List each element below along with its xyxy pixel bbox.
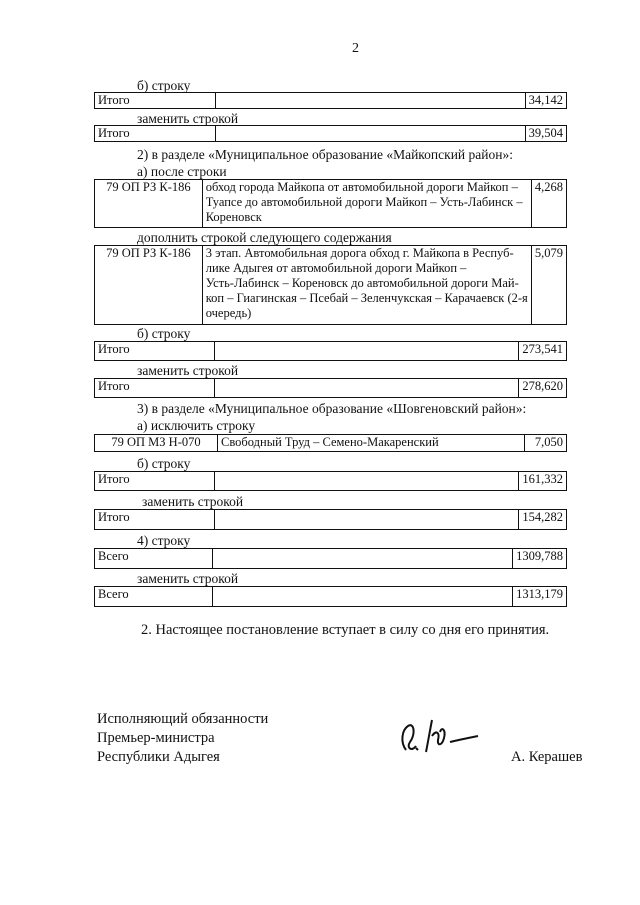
row-label: Итого (95, 126, 216, 142)
total-row-table (94, 471, 567, 491)
row-label: Итого (95, 472, 215, 491)
road-value: 4,268 (531, 180, 566, 228)
desc-line: Усть-Лабинск – Кореновск до автомобильной дороги Май- (205, 276, 519, 290)
row-label: Итого (95, 342, 215, 361)
desc-line: лике Адыгея от автомобильной дороги Майкоп – (205, 261, 467, 275)
row-label: Итого (95, 93, 216, 109)
road-code: 79 ОП РЗ К-186 (95, 180, 203, 228)
row-value: 273,541 (519, 342, 567, 361)
position-line: Премьер-министра (97, 730, 215, 746)
row-value: 278,620 (519, 379, 567, 398)
road-row-table (94, 179, 567, 228)
label-b-line: б) строку (137, 326, 191, 341)
road-value: 5,079 (531, 246, 566, 325)
label-replace: заменить строкой (137, 571, 239, 586)
label-replace: заменить строкой (137, 111, 239, 126)
row-empty-cell (214, 510, 519, 530)
total-row-table (94, 92, 567, 109)
desc-line: 3 этап. Автомобильная дорога обход г. Майкопа в Респуб- (205, 246, 514, 260)
row-label: Итого (95, 510, 215, 530)
desc-line: Туапсе до автомобильной дороги Майкоп – Усть-Лабинск – (205, 195, 523, 209)
total-row-table (94, 341, 567, 361)
row-value: 1313,179 (513, 587, 567, 607)
row-empty-cell (213, 549, 513, 569)
position-line: Республики Адыгея (97, 749, 220, 765)
row-empty-cell (213, 587, 513, 607)
desc-line: коп – Гиагинская – Псебай – Зеленчукская – Карачаевск (2-я (205, 291, 528, 305)
position-line: Исполняющий обязанности (97, 711, 269, 727)
row-empty-cell (215, 93, 525, 109)
road-description (202, 180, 531, 228)
road-code: 79 ОП РЗ К-186 (95, 246, 203, 325)
row-empty-cell (214, 379, 519, 398)
row-empty-cell (214, 342, 519, 361)
total-row-table (94, 509, 567, 530)
grand-total-row-table (94, 586, 567, 607)
label-a-line: а) после строки (137, 164, 227, 179)
signatory-position (97, 710, 268, 767)
row-value: 161,332 (519, 472, 567, 491)
handwritten-signature (392, 712, 482, 760)
road-description (202, 246, 531, 325)
total-row-table (94, 125, 567, 142)
total-row-table (94, 378, 567, 398)
grand-total-row-table (94, 548, 567, 569)
row-label: Всего (95, 549, 213, 569)
section-heading: 3) в разделе «Муниципальное образование «Шовгеновский район»: (137, 401, 527, 416)
label-b-line: б) строку (137, 78, 191, 93)
desc-line: Кореновск (205, 210, 262, 224)
row-label: Всего (95, 587, 213, 607)
row-value: 154,282 (519, 510, 567, 530)
label-replace: заменить строкой (137, 363, 239, 378)
road-row-table (94, 434, 567, 452)
row-value: 1309,788 (513, 549, 567, 569)
label-add: дополнить строкой следующего содержания (137, 230, 392, 245)
label-replace: заменить строкой (142, 494, 244, 509)
row-label: Итого (95, 379, 215, 398)
row-empty-cell (215, 126, 525, 142)
section-heading: 2) в разделе «Муниципальное образование «Майкопский район»: (137, 147, 513, 162)
page-number: 2 (352, 41, 359, 56)
desc-line: очередь) (205, 306, 252, 320)
road-description: Свободный Труд – Семено-Макаренский (218, 435, 525, 452)
label-b-line: б) строку (137, 456, 191, 471)
effective-date-paragraph: 2. Настоящее постановление вступает в силу со дня его принятия. (141, 622, 550, 638)
row-empty-cell (214, 472, 519, 491)
label-item4: 4) строку (137, 533, 191, 548)
road-code: 79 ОП МЗ Н-070 (95, 435, 218, 452)
desc-line: обход города Майкопа от автомобильной дороги Майкоп – (205, 180, 518, 194)
label-a-line: а) исключить строку (137, 418, 256, 433)
road-value: 7,050 (525, 435, 567, 452)
row-value: 34,142 (525, 93, 566, 109)
road-row-table (94, 245, 567, 325)
signatory-name: А. Керашев (511, 749, 583, 765)
row-value: 39,504 (525, 126, 566, 142)
